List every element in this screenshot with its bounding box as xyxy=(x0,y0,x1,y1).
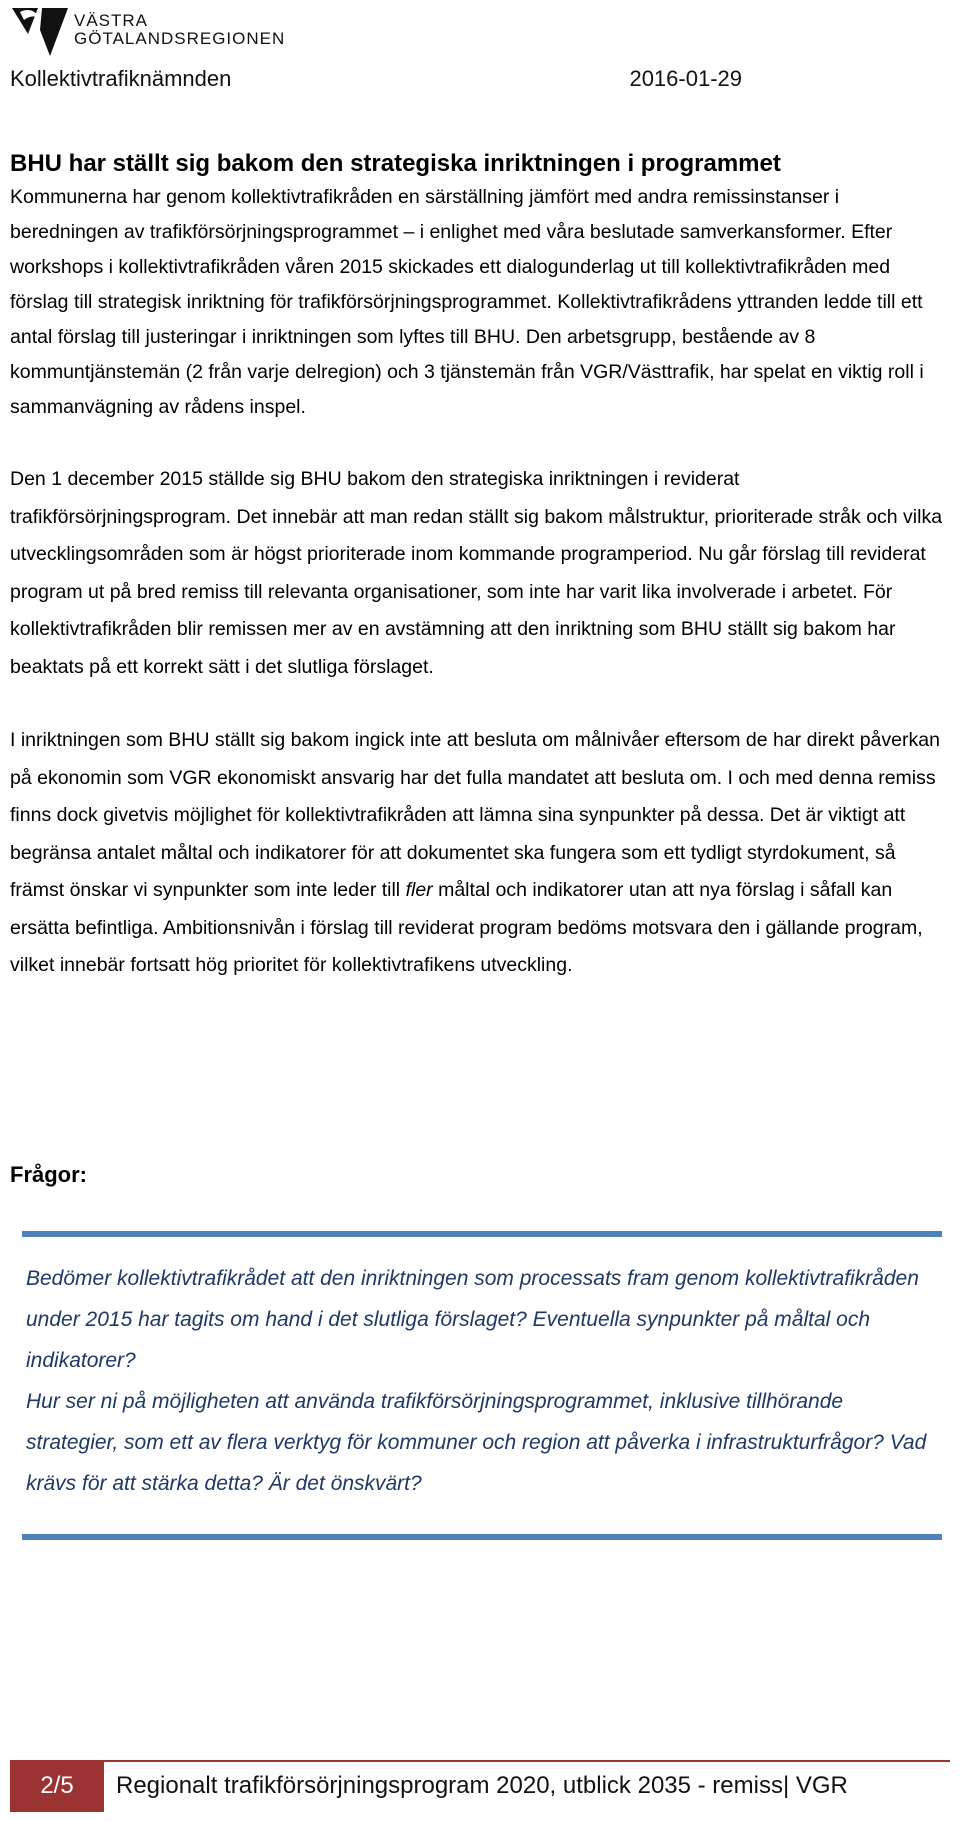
vgr-logo xyxy=(10,4,286,60)
document-date: 2016-01-29 xyxy=(629,66,742,91)
logo-wordmark: VÄSTRA GÖTALANDSREGIONEN xyxy=(74,11,286,48)
page-header xyxy=(10,66,950,92)
footer-rule xyxy=(104,1760,950,1762)
paragraph-2: Den 1 december 2015 ställde sig BHU bakom den strategiska inriktningen i reviderat trafikförsörjningsprogram. Det innebär att man redan ställt sig bakom målstruktur, prioriterade stråk och vilka utvecklingsområden som är högst prioriterade inom kommande programperiod. Nu går förslag till reviderat program ut på bred remiss till relevanta organisationer, som inte har varit lika involverade i arbetet. För kollektivtrafikråden blir remissen mer av en avstämning att den inriktning som BHU ställt sig bakom har beaktats på ett korrekt sätt i det slutliga förslaget. xyxy=(10,468,943,678)
questions-title: Frågor: xyxy=(10,1162,87,1187)
section-heading: BHU har ställt sig bakom den strategiska inriktningen i programmet xyxy=(10,150,781,177)
questions-box xyxy=(26,1258,936,1504)
vgr-logo-icon xyxy=(10,4,70,60)
questions-top-rule xyxy=(22,1231,942,1237)
emphasis-fler: fler xyxy=(405,879,433,901)
page-footer xyxy=(10,1760,950,1812)
paragraph-1: Kommunerna har genom kollektivtrafikråden en särställning jämfört med andra remissinstanser i beredningen av trafikförsörjningsprogrammet – i enlighet med våra beslutade samverkansformer. Efter workshops i kollektivtrafikråden våren 2015 skickades ett dialogunderlag ut till kollektivtrafikråden med förslag till strategisk inriktning för trafikförsörjningsprogrammet. Kollektivtrafikrådens yttranden ledde till ett antal förslag till justeringar i inriktningen som lyftes till BHU. Den arbetsgrupp, bestående av 8 kommuntjänstemän (2 från varje delregion) och 3 tjänstemän från VGR/Västtrafik, har spelat en viktig roll i sammanvägning av rådens inspel. xyxy=(10,186,924,418)
committee-name: Kollektivtrafiknämnden xyxy=(10,66,232,91)
question-2: Hur ser ni på möjligheten att använda trafikförsörjningsprogrammet, inklusive tillhörande strategier, som ett av flera verktyg för kommuner och region att påverka i infrastrukturfrågor? Vad krävs för att stärka detta? Är det önskvärt? xyxy=(26,1390,927,1495)
page-number: 2/5 xyxy=(10,1760,104,1812)
paragraph-3: I inriktningen som BHU ställt sig bakom ingick inte att besluta om målnivåer eftersom de har direkt påverkan på ekonomin som VGR ekonomiskt ansvarig har det fulla mandatet att besluta om. I och med denna remiss finns dock givetvis möjlighet för kollektivtrafikråden att lämna sina synpunkter på dessa. Det är viktigt att begränsa antalet måltal och indikatorer för att dokumentet ska fungera som ett tydligt styrdokument, så främst önskar vi synpunkter som inte leder till fler måltal och indikatorer utan att nya förslag i såfall kan ersätta befintliga. Ambitionsnivån i förslag till reviderat program bedöms motsvara den i gällande program, vilket innebär fortsatt hög prioritet för kollektivtrafikens utveckling. xyxy=(10,729,940,976)
questions-bottom-rule xyxy=(22,1534,942,1540)
document-body xyxy=(10,148,950,985)
question-1: Bedömer kollektivtrafikrådet att den inriktningen som processats fram genom kollektivtrafikråden under 2015 har tagits om hand i det slutliga förslaget? Eventuella synpunkter på måltal och indikatorer? xyxy=(26,1267,919,1372)
footer-text: Regionalt trafikförsörjningsprogram 2020, utblick 2035 - remiss| VGR xyxy=(116,1772,848,1799)
